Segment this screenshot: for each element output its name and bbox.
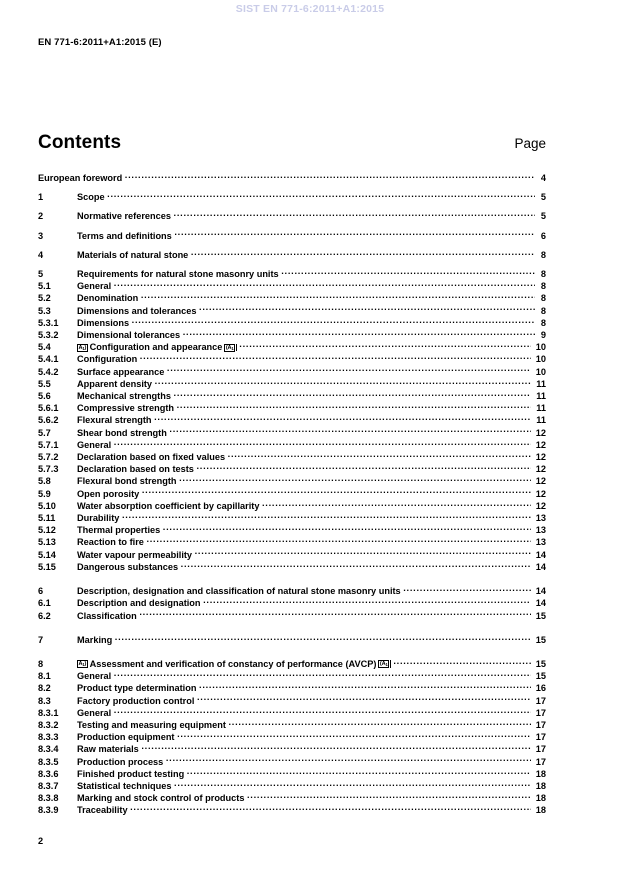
- toc-leader-dots: [163, 524, 531, 533]
- toc-entry-label-text: Water vapour permeability: [77, 549, 193, 560]
- toc-entry[interactable]: [38, 249, 546, 261]
- toc-entry-label: [77, 671, 114, 682]
- toc-entry-label: [77, 281, 114, 292]
- toc-entry-label-text: Raw materials: [77, 744, 139, 755]
- toc-entry-label: [77, 501, 262, 512]
- toc-entry-number: 4: [38, 249, 44, 260]
- toc-entry[interactable]: [38, 341, 546, 353]
- toc-entry[interactable]: [38, 780, 546, 792]
- toc-entry[interactable]: [38, 695, 546, 707]
- toc-leader-dots: [114, 707, 531, 716]
- toc-entry-label-text: General: [77, 281, 112, 292]
- toc-entry-label-text: Shear bond strength: [77, 427, 167, 438]
- toc-entry-page-number: 10: [535, 342, 546, 353]
- toc-entry-page-number: 13: [535, 537, 546, 548]
- toc-entry-number: 6.2: [38, 610, 51, 621]
- toc-entry-page-number: 16: [535, 683, 546, 694]
- toc-entry-label: [77, 696, 197, 707]
- toc-entry[interactable]: [38, 210, 546, 222]
- toc-entry-label-text: Testing and measuring equipment: [77, 719, 226, 730]
- toc-entry-label-text: Scope: [77, 192, 105, 203]
- toc-entry-number: 5.6.2: [38, 415, 59, 426]
- toc-leader-dots: [174, 780, 531, 789]
- toc-leader-dots: [183, 329, 535, 338]
- toc-entry-page-number: 8: [540, 281, 546, 292]
- toc-entry-number: 5: [38, 269, 44, 280]
- toc-entry-label-text: Configuration and appearance: [89, 342, 223, 353]
- toc-entry-label-text: General: [77, 439, 112, 450]
- running-document-title: EN 771-6:2011+A1:2015 (E): [38, 37, 162, 48]
- toc-leader-dots: [191, 249, 535, 258]
- toc-entry[interactable]: [38, 329, 546, 341]
- toc-entry-number: 5.7.2: [38, 452, 59, 463]
- toc-entry-page-number: 10: [535, 366, 546, 377]
- toc-entry-page-number: 12: [535, 464, 546, 475]
- toc-entry-number: 8.3.2: [38, 719, 59, 730]
- toc-entry-page-number: 6: [540, 230, 546, 241]
- toc-entry-number: 5.4.1: [38, 354, 59, 365]
- toc-entry[interactable]: [38, 549, 546, 561]
- toc-entry-label: [77, 231, 174, 242]
- toc-entry-label-text: Declaration based on tests: [77, 464, 194, 475]
- toc-entry-label-text: Dimensions: [77, 317, 130, 328]
- toc-entry-page-number: 5: [540, 192, 546, 203]
- page-column-header: Page: [514, 136, 546, 151]
- toc-entry[interactable]: [38, 414, 546, 426]
- toc-entry-label-text: Marking and stock control of products: [77, 793, 245, 804]
- toc-entry-label-text: Durability: [77, 513, 120, 524]
- toc-entry-label-text: Mechanical strengths: [77, 391, 171, 402]
- toc-entry-number: 5.7.3: [38, 464, 59, 475]
- toc-entry-page-number: 5: [540, 211, 546, 222]
- toc-entry[interactable]: [38, 439, 546, 451]
- toc-entry-label: [77, 744, 141, 755]
- toc-entry[interactable]: [38, 191, 546, 203]
- toc-entry-number: 8.3.5: [38, 756, 59, 767]
- toc-entry-number: 3: [38, 230, 44, 241]
- toc-entry-number: 5.1: [38, 281, 51, 292]
- toc-entry-label: [77, 513, 122, 524]
- toc-entry-number: 5.3: [38, 305, 51, 316]
- toc-entry-number: 5.8: [38, 476, 51, 487]
- toc-entry-label: [77, 476, 179, 487]
- toc-entry[interactable]: [38, 427, 546, 439]
- toc-entry-label-text: Water absorption coefficient by capillarity: [77, 500, 260, 511]
- toc-entry-number: 5.4.2: [38, 366, 59, 377]
- toc-entry-page-number: 12: [535, 476, 546, 487]
- toc-entry[interactable]: [38, 500, 546, 512]
- toc-entry-label-text: Finished product testing: [77, 768, 185, 779]
- toc-entry-label: [77, 489, 142, 500]
- toc-leader-dots: [166, 756, 531, 765]
- footer-page-number: 2: [38, 836, 44, 846]
- toc-entry-label: [77, 635, 115, 646]
- toc-entry-label-text: Flexural strength: [77, 415, 152, 426]
- toc-leader-dots: [195, 549, 531, 558]
- toc-entry-number: 5.3.1: [38, 317, 59, 328]
- toc-entry-page-number: 12: [535, 488, 546, 499]
- toc-entry-label: [77, 537, 146, 548]
- toc-entry[interactable]: [38, 268, 546, 280]
- table-of-contents: [38, 172, 546, 817]
- toc-entry-number: 8.3.4: [38, 744, 59, 755]
- toc-entry-label: [77, 342, 239, 353]
- toc-entry-page-number: 18: [535, 793, 546, 804]
- toc-entry-label: [77, 354, 140, 365]
- toc-entry-label-text: Dimensions and tolerances: [77, 305, 197, 316]
- toc-entry-page-number: 4: [540, 173, 546, 183]
- toc-entry-page-number: 8: [540, 317, 546, 328]
- toc-entry-label: [77, 732, 177, 743]
- toc-entry-label-text: Production process: [77, 756, 164, 767]
- toc-entry-label: [77, 440, 114, 451]
- toc-leader-dots: [155, 378, 531, 387]
- toc-entry-label: [77, 464, 196, 475]
- toc-leader-dots: [154, 414, 531, 423]
- page-title: Contents: [38, 132, 122, 153]
- toc-entry[interactable]: [38, 292, 546, 304]
- toc-leader-dots: [169, 427, 531, 436]
- toc-entry-number: 5.7: [38, 427, 51, 438]
- toc-entry-label: [38, 173, 125, 184]
- toc-entry-page-number: 15: [535, 671, 546, 682]
- toc-entry-label: [77, 659, 393, 670]
- toc-entry-page-number: 17: [535, 719, 546, 730]
- toc-entry-label: [77, 269, 281, 280]
- toc-entry-page-number: 13: [535, 513, 546, 524]
- toc-entry-page-number: 14: [535, 561, 546, 572]
- toc-leader-dots: [167, 366, 531, 375]
- toc-entry-label: [77, 683, 199, 694]
- toc-entry-page-number: 8: [540, 249, 546, 260]
- toc-entry[interactable]: [38, 317, 546, 329]
- toc-entry[interactable]: [38, 512, 546, 524]
- toc-entry-number: 8.2: [38, 683, 51, 694]
- toc-entry[interactable]: [38, 670, 546, 682]
- toc-entry-label: [77, 415, 154, 426]
- toc-entry[interactable]: [38, 402, 546, 414]
- toc-entry-label: [77, 306, 199, 317]
- toc-entry-label: [77, 720, 228, 731]
- toc-leader-dots: [130, 804, 531, 813]
- toc-entry-label-text: Description and designation: [77, 598, 201, 609]
- toc-entry[interactable]: [38, 743, 546, 755]
- toc-entry-number: 5.10: [38, 500, 56, 511]
- toc-leader-dots: [199, 682, 531, 691]
- toc-entry-label: [77, 428, 169, 439]
- amendment-marker-close-icon: ($A_1$: [376, 659, 390, 669]
- toc-leader-dots: [139, 610, 531, 619]
- toc-leader-dots: [141, 292, 535, 301]
- toc-entry-number: 7: [38, 634, 44, 645]
- toc-entry[interactable]: [38, 280, 546, 292]
- toc-leader-dots: [177, 731, 531, 740]
- toc-entry-label-text: Traceability: [77, 805, 128, 816]
- toc-entry-label-text: Compressive strength: [77, 403, 175, 414]
- toc-entry-label-text: General: [77, 671, 112, 682]
- toc-leader-dots: [132, 317, 535, 326]
- toc-entry[interactable]: [38, 658, 546, 670]
- toc-leader-dots: [141, 743, 531, 752]
- toc-entry-number: 5.7.1: [38, 439, 59, 450]
- toc-leader-dots: [174, 390, 531, 399]
- toc-entry-label: [77, 781, 174, 792]
- toc-leader-dots: [239, 341, 531, 350]
- toc-entry[interactable]: [38, 536, 546, 548]
- toc-entry-label: [77, 562, 181, 573]
- toc-entry-label-text: Configuration: [77, 354, 138, 365]
- toc-entry-label: [77, 611, 139, 622]
- toc-entry-label: [77, 452, 228, 463]
- amendment-marker-open-icon: $A_1$): [78, 661, 87, 668]
- toc-entry-page-number: 14: [535, 586, 546, 597]
- toc-entry-page-number: 14: [535, 549, 546, 560]
- toc-entry-label-text: Normative references: [77, 211, 171, 222]
- toc-leader-dots: [107, 191, 535, 200]
- toc-entry[interactable]: [38, 378, 546, 390]
- toc-entry-number: 5.6.1: [38, 403, 59, 414]
- toc-entry[interactable]: [38, 305, 546, 317]
- toc-leader-dots: [196, 463, 531, 472]
- toc-entry[interactable]: [38, 792, 546, 804]
- amendment-marker-open-icon: $A_1$): [78, 344, 87, 351]
- toc-entry[interactable]: [38, 585, 546, 597]
- toc-entry-label-text: Factory production control: [77, 695, 195, 706]
- toc-leader-dots: [142, 488, 531, 497]
- toc-entry[interactable]: [38, 682, 546, 694]
- toc-entry-label-text: Reaction to fire: [77, 537, 144, 548]
- toc-entry-number: 6.1: [38, 598, 51, 609]
- toc-entry[interactable]: [38, 707, 546, 719]
- toc-entry[interactable]: [38, 731, 546, 743]
- toc-leader-dots: [197, 695, 531, 704]
- toc-entry-page-number: 11: [536, 403, 546, 414]
- toc-entry[interactable]: [38, 230, 546, 242]
- toc-leader-dots: [174, 230, 535, 239]
- toc-leader-dots: [122, 512, 531, 521]
- toc-entry-label-text: Surface appearance: [77, 366, 165, 377]
- toc-entry[interactable]: [38, 561, 546, 573]
- toc-entry-page-number: 17: [535, 744, 546, 755]
- toc-entry-label-text: Declaration based on fixed values: [77, 452, 226, 463]
- toc-leader-dots: [114, 670, 531, 679]
- toc-leader-dots: [247, 792, 531, 801]
- toc-entry[interactable]: [38, 366, 546, 378]
- toc-entry-number: 5.12: [38, 525, 56, 536]
- toc-entry-label: [77, 318, 132, 329]
- toc-entry[interactable]: [38, 610, 546, 622]
- toc-leader-dots: [179, 475, 531, 484]
- toc-entry-label-text: Product type determination: [77, 683, 197, 694]
- toc-entry-page-number: 12: [535, 500, 546, 511]
- toc-leader-dots: [125, 172, 535, 181]
- toc-entry-page-number: 11: [536, 391, 546, 402]
- toc-leader-dots: [262, 500, 531, 509]
- toc-entry-label: [77, 293, 141, 304]
- toc-entry-label: [77, 192, 107, 203]
- toc-entry-page-number: 10: [535, 354, 546, 365]
- toc-entry-page-number: 12: [535, 427, 546, 438]
- toc-entry-page-number: 12: [535, 439, 546, 450]
- toc-entry[interactable]: [38, 172, 546, 184]
- toc-entry-number: 8.3: [38, 695, 51, 706]
- toc-entry-label-text: Terms and definitions: [77, 230, 172, 241]
- toc-leader-dots: [115, 634, 531, 643]
- amendment-marker-close-icon: ($A_1$: [222, 342, 236, 352]
- toc-leader-dots: [393, 658, 531, 667]
- toc-entry[interactable]: [38, 524, 546, 536]
- toc-entry-page-number: 8: [540, 293, 546, 304]
- toc-entry-page-number: 8: [540, 305, 546, 316]
- toc-entry-page-number: 15: [535, 658, 546, 669]
- toc-entry[interactable]: [38, 597, 546, 609]
- toc-entry-number: 8.3.8: [38, 793, 59, 804]
- toc-entry[interactable]: [38, 719, 546, 731]
- toc-entry-page-number: 17: [535, 695, 546, 706]
- toc-entry[interactable]: [38, 756, 546, 768]
- toc-entry[interactable]: [38, 463, 546, 475]
- toc-entry-number: 5.9: [38, 488, 51, 499]
- toc-entry-label: [77, 391, 174, 402]
- toc-entry-page-number: 12: [535, 452, 546, 463]
- toc-entry-number: 8.3.6: [38, 768, 59, 779]
- toc-entry-label-text: Marking: [77, 634, 113, 645]
- toc-leader-dots: [146, 536, 531, 545]
- toc-entry-page-number: 15: [535, 610, 546, 621]
- toc-entry-number: 6: [38, 586, 44, 597]
- toc-entry-label: [77, 379, 155, 390]
- toc-leader-dots: [187, 768, 531, 777]
- toc-entry-label-text: Dimensional tolerances: [77, 330, 181, 341]
- toc-entry-page-number: 8: [540, 269, 546, 280]
- toc-entry-number: 5.4: [38, 342, 51, 353]
- toc-entry[interactable]: [38, 475, 546, 487]
- toc-entry[interactable]: [38, 353, 546, 365]
- toc-entry-page-number: 17: [535, 707, 546, 718]
- toc-entry-number: 8.3.9: [38, 805, 59, 816]
- toc-entry-page-number: 11: [536, 378, 546, 389]
- toc-leader-dots: [181, 561, 531, 570]
- toc-entry-page-number: 9: [540, 330, 546, 341]
- toc-entry-page-number: 18: [535, 805, 546, 816]
- toc-leader-dots: [228, 719, 531, 728]
- toc-entry-number: 5.3.2: [38, 330, 59, 341]
- toc-entry-number: 8.1: [38, 671, 51, 682]
- toc-entry-label: [77, 550, 195, 561]
- toc-entry-number: 5.6: [38, 391, 51, 402]
- toc-leader-dots: [177, 402, 531, 411]
- toc-entry-page-number: 13: [535, 525, 546, 536]
- toc-entry-number: 8.3.3: [38, 732, 59, 743]
- toc-entry-label-text: Dangerous substances: [77, 561, 179, 572]
- toc-entry-label-text: European foreword: [38, 173, 123, 183]
- toc-entry-page-number: 15: [535, 634, 546, 645]
- toc-leader-dots: [140, 353, 531, 362]
- toc-entry-number: 1: [38, 192, 44, 203]
- toc-entry-number: 5.2: [38, 293, 51, 304]
- toc-entry-number: 5.14: [38, 549, 56, 560]
- toc-entry-label-text: Apparent density: [77, 378, 153, 389]
- toc-leader-dots: [199, 305, 535, 314]
- toc-entry-label: [77, 586, 403, 597]
- toc-entry-page-number: 14: [535, 598, 546, 609]
- toc-entry-number: 8.3.1: [38, 707, 59, 718]
- toc-entry-label: [77, 403, 177, 414]
- toc-entry-number: 5.5: [38, 378, 51, 389]
- toc-entry[interactable]: [38, 451, 546, 463]
- toc-entry-label-text: Assessment and verification of constancy of performance (AVCP): [89, 658, 377, 669]
- toc-leader-dots: [403, 585, 531, 594]
- toc-entry[interactable]: [38, 804, 546, 816]
- toc-entry-page-number: 18: [535, 780, 546, 791]
- toc-entry-number: 2: [38, 211, 44, 222]
- toc-entry[interactable]: [38, 768, 546, 780]
- toc-entry-label: [77, 805, 130, 816]
- toc-entry-label-text: Statistical techniques: [77, 780, 172, 791]
- toc-entry-label-text: Open porosity: [77, 488, 140, 499]
- toc-entry[interactable]: [38, 488, 546, 500]
- toc-entry-number: 5.15: [38, 561, 56, 572]
- toc-entry-label-text: Production equipment: [77, 732, 175, 743]
- toc-entry-label: [77, 757, 166, 768]
- toc-entry-label-text: Thermal properties: [77, 525, 161, 536]
- toc-entry-label: [77, 525, 163, 536]
- toc-entry-page-number: 18: [535, 768, 546, 779]
- toc-entry-label-text: Denomination: [77, 293, 139, 304]
- toc-entry-label-text: Flexural bond strength: [77, 476, 177, 487]
- toc-entry-label-text: Requirements for natural stone masonry units: [77, 269, 279, 280]
- toc-entry-page-number: 17: [535, 732, 546, 743]
- contents-heading-row: [38, 132, 546, 154]
- toc-entry-label: [77, 708, 114, 719]
- toc-entry-number: 8: [38, 658, 44, 669]
- toc-leader-dots: [174, 210, 535, 219]
- toc-entry-label-text: General: [77, 707, 112, 718]
- toc-entry[interactable]: [38, 634, 546, 646]
- toc-entry-label: [77, 793, 247, 804]
- toc-leader-dots: [114, 280, 535, 289]
- toc-leader-dots: [203, 597, 531, 606]
- toc-entry-number: 5.11: [38, 513, 56, 524]
- toc-leader-dots: [114, 439, 531, 448]
- toc-entry-number: 5.13: [38, 537, 56, 548]
- toc-entry-label: [77, 598, 203, 609]
- toc-leader-dots: [281, 268, 535, 277]
- toc-entry-label-text: Materials of natural stone: [77, 249, 189, 260]
- toc-entry-label: [77, 769, 187, 780]
- toc-entry-label-text: Description, designation and classification of natural stone masonry units: [77, 586, 401, 597]
- toc-entry-number: 8.3.7: [38, 780, 59, 791]
- toc-entry-label: [77, 250, 191, 261]
- toc-leader-dots: [228, 451, 531, 460]
- toc-entry-label: [77, 211, 174, 222]
- toc-entry-label-text: Classification: [77, 610, 137, 621]
- toc-entry[interactable]: [38, 390, 546, 402]
- sist-watermark-header: SIST EN 771-6:2011+A1:2015: [235, 3, 385, 15]
- toc-entry-page-number: 17: [535, 756, 546, 767]
- toc-entry-page-number: 11: [536, 415, 546, 426]
- toc-entry-label: [77, 367, 167, 378]
- toc-entry-label: [77, 330, 183, 341]
